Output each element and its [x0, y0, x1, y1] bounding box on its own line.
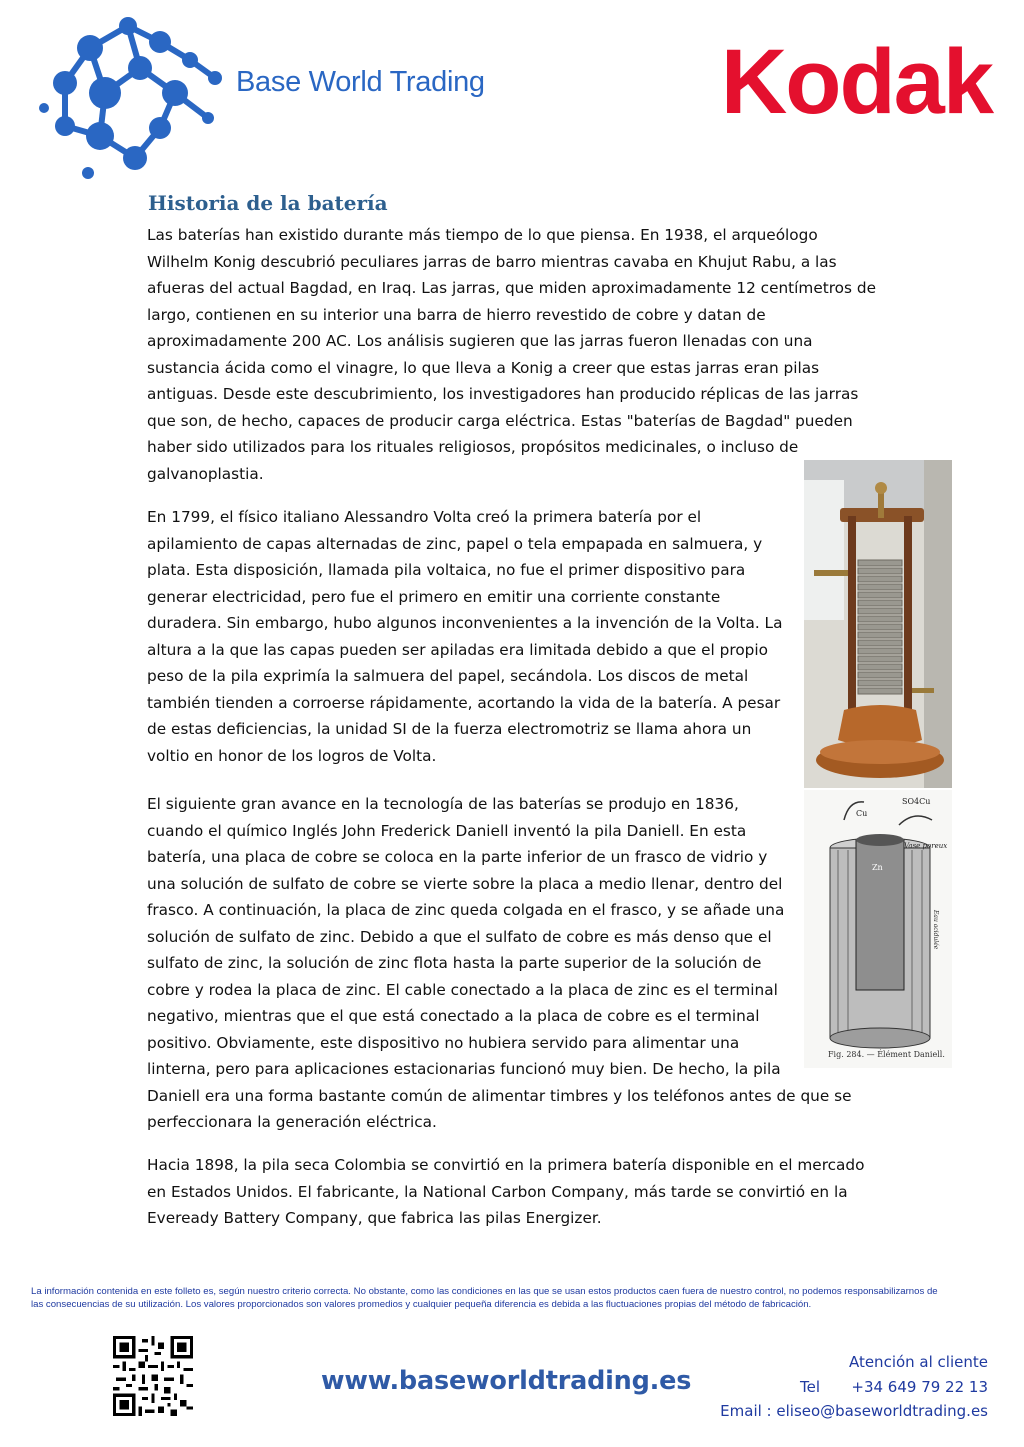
website-link[interactable]: www.baseworldtrading.es [321, 1366, 692, 1396]
label-vase-poreux: Vase poreux [904, 842, 948, 850]
label-eau-acidulee: Eau acidulée [932, 910, 939, 950]
paragraph-dry-cell: Hacia 1898, la pila seca Colombia se convirtió en la primera batería disponible en el mercado en Estados Unidos. El fabricante, la National Carbon Company, más tarde se convirtió en la Eveready Battery Company, que fabrica las pilas Energizer. [147, 1156, 865, 1227]
brand-name: Base World Trading [236, 66, 485, 98]
phone-label: Tel [800, 1378, 821, 1396]
daniell-cell-engraving [804, 790, 952, 1068]
paragraph-baghdad: Las baterías han existido durante más tiempo de lo que piensa. En 1938, el arqueólogo Wilhelm Konig descubrió peculiares jarras de barro mientras cavaba en Khujut Rabu, a las afueras del actual Bagdad, en Iraq. Las jarras, que miden aproximadamente 12 centímetros de largo, contienen en su interior una barra de hierro revestido de cobre y datan de aproximadamente 200 AC. Los análisis sugieren que las jarras fueron llenadas con una sustancia ácida como el vinagre, lo que lleva a Konig a creer que estas jarras eran pilas antiguas. Desde este descubrimiento, los investigadores han producido réplicas de las jarras que son, de hecho, capaces de producir carga eléctrica. Estas "baterías de Bagdad" pueden haber sido utilizados para los rituales religiosos, propósitos medicinales, o incluso de galvanoplastia. [147, 226, 876, 483]
disclaimer: La información contenida en este folleto es, según nuestro criterio correcta. No obstante, como las condiciones en las que se usan estos productos caen fuera de nuestro control, no podemos responsabilizarnos de las consecuencias de su utilización. Los valores proporcionados son valores promedios y cualquier pequeña diferencia es debida a las fluctuaciones propias del método de fabricación. [31, 1286, 938, 1310]
label-cu: Cu [856, 809, 868, 818]
voltaic-pile-photo [804, 460, 952, 788]
paragraph-daniell: El siguiente gran avance en la tecnología de las baterías se produjo en 1836, cuando el químico Inglés John Frederick Daniell inventó la pila Daniell. En esta batería, una placa de cobre se coloca en la parte inferior de un frasco de vidrio y una solución de sulfato de cobre se vierte sobre la placa a medio llenar, dentro del frasco. A continuación, la placa de zinc queda colgada en el frasco, y se añade una solución de sulfato de zinc. Debido a que el sulfato de cobre es más denso que el sulfato de zinc, la solución de zinc flota hasta la parte superior de la solución de cobre y rodea la placa de zinc. El cable conectado a la placa de zinc es el terminal negativo, mientras que el que está conectado a la placa de cobre es el terminal positivo. Obviamente, este dispositivo no hubiera servido para alimentar una linterna, pero para aplicaciones estacionarias funcionó muy bien. De hecho, la pila Daniell era una forma bastante común de alimentar timbres y los teléfonos antes de que se perfeccionara la generación eléctrica. [147, 795, 852, 1131]
kodak-logo: Kodak [720, 31, 992, 133]
customer-service-title: Atención al cliente [848, 1353, 988, 1371]
email-link[interactable]: Email : eliseo@baseworldtrading.es [720, 1402, 988, 1420]
phone-number[interactable]: +34 649 79 22 13 [851, 1378, 988, 1396]
label-so4cu: SO4Cu [902, 797, 931, 806]
label-zn: Zn [872, 863, 883, 872]
daniell-caption: Fig. 284. — Élément Daniell. [828, 1050, 945, 1059]
base-world-trading-logo-mark [30, 8, 240, 188]
article-title: Historia de la batería [148, 191, 388, 215]
paragraph-volta: En 1799, el físico italiano Alessandro Volta creó la primera batería por el apilamiento de capas alternadas de zinc, papel o tela empapada en salmuera, y plata. Esta disposición, llamada pila voltaica, no fue el primer dispositivo para generar electricidad, pero fue el primero en emitir una corriente constante duradera. Sin embargo, hubo algunos inconvenientes a la invención de la Volta. La altura a la que las capas pueden ser apiladas era limitada debido a que el propio peso de la pila exprimía la salmuera del papel, secándola. Los discos de metal también tienden a corroerse rápidamente, acortando la vida de la batería. A pesar de estas deficiencias, la unidad SI de la fuerza electromotriz se llama ahora un voltio en honor de los logros de Volta. [147, 508, 783, 765]
qr-code-icon [113, 1336, 193, 1416]
